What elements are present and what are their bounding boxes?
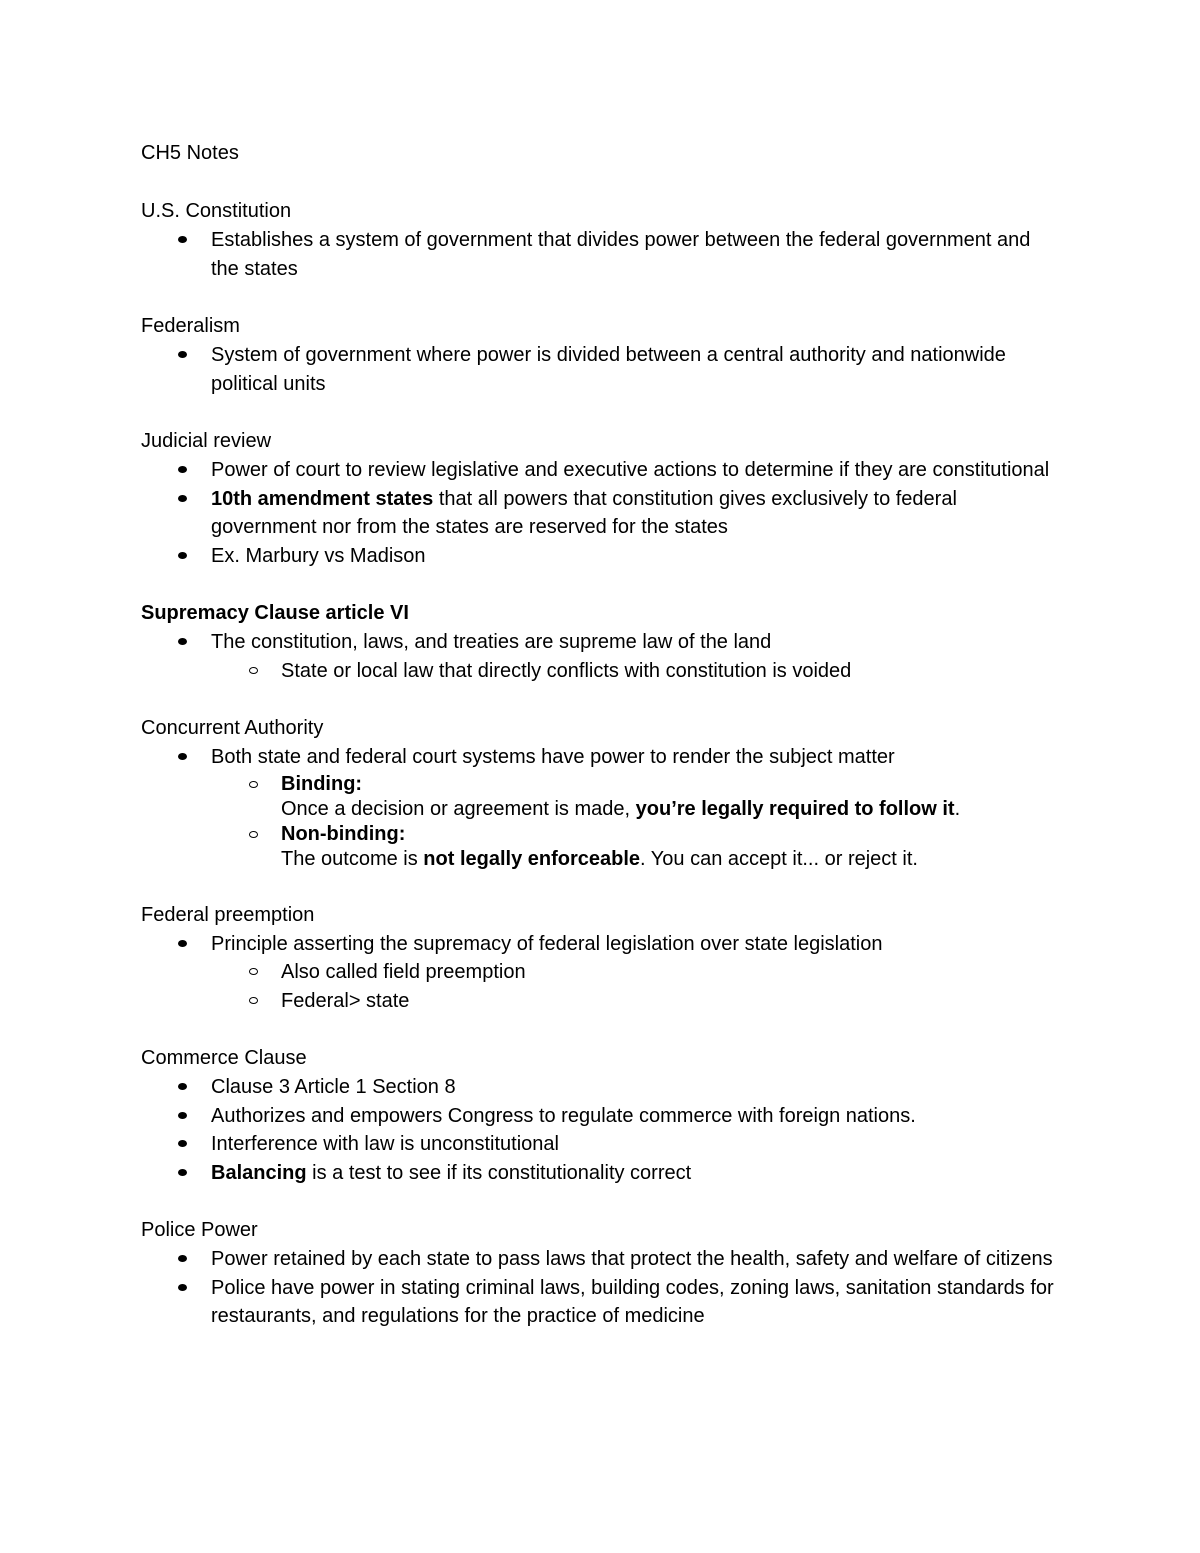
section-us-constitution — [141, 197, 1061, 283]
list-item — [141, 1073, 1061, 1102]
hollow-bullet-icon — [249, 997, 258, 1004]
bullet-icon — [178, 466, 187, 473]
sub-list-item-text: Federal> state — [281, 989, 410, 1012]
list-item — [141, 1130, 1061, 1159]
list-item-text: System of government where power is divided between a central authority and nationwide political units — [211, 344, 1006, 395]
section-supremacy-clause — [141, 599, 1061, 685]
definition-term: Non-binding: — [281, 822, 406, 845]
list-item-text: Both state and federal court systems have power to render the subject matter — [211, 746, 895, 768]
list-item-text: The constitution, laws, and treaties are supreme law of the land — [211, 631, 772, 653]
bullet-list — [141, 930, 1061, 1016]
list-item-text: Power retained by each state to pass laws that protect the health, safety and welfare of citizens — [211, 1248, 1053, 1270]
bullet-list — [141, 226, 1061, 283]
definition-emphasis: you’re legally required to follow it — [635, 797, 955, 820]
bullet-icon — [178, 753, 187, 760]
bullet-icon — [178, 940, 187, 947]
list-item — [141, 542, 1061, 571]
bullet-icon — [178, 236, 187, 243]
list-item-text: that all powers that constitution gives exclusively to federal government nor from the states are reserved for the states — [211, 487, 957, 538]
bullet-icon — [178, 552, 187, 559]
list-item — [141, 1102, 1061, 1131]
hollow-bullet-icon — [249, 781, 258, 788]
sub-list-item — [211, 657, 1061, 686]
list-item — [141, 1245, 1061, 1274]
definition-text: The outcome is — [281, 847, 424, 870]
sub-bullet-list — [211, 958, 1061, 1015]
list-item-bold-text: 10th amendment states — [211, 487, 434, 510]
sub-bullet-list — [211, 772, 1061, 872]
list-item — [141, 341, 1061, 398]
section-heading: Federal preemption — [141, 903, 315, 926]
section-concurrent-authority — [141, 714, 1061, 872]
hollow-bullet-icon — [249, 968, 258, 975]
hollow-bullet-icon — [249, 667, 258, 674]
bullet-icon — [178, 1255, 187, 1262]
section-heading: Police Power — [141, 1219, 258, 1241]
sub-bullet-list — [211, 657, 1061, 686]
definition-term: Binding: — [281, 772, 363, 795]
bullet-icon — [178, 1169, 187, 1176]
sub-list-item-text: Also called field preemption — [281, 961, 526, 983]
section-federal-preemption — [141, 901, 1061, 1016]
bullet-icon — [178, 1140, 187, 1147]
bullet-list — [141, 456, 1061, 570]
bullet-list — [141, 628, 1061, 685]
definition-item-non-binding — [211, 822, 1061, 872]
definition-text-end: . — [954, 797, 961, 820]
sub-list-item — [211, 958, 1061, 987]
list-item-text: Clause 3 Article 1 Section 8 — [211, 1076, 456, 1098]
list-item — [141, 485, 1061, 542]
document-page — [141, 139, 1061, 1360]
sub-list-item — [211, 987, 1061, 1016]
list-item — [141, 1159, 1061, 1188]
section-heading: U.S. Constitution — [141, 200, 292, 222]
sub-list-item-text: State or local law that directly conflicts with constitution is voided — [281, 659, 852, 682]
bullet-list — [141, 1073, 1061, 1187]
bullet-icon — [178, 1112, 187, 1119]
section-heading: Supremacy Clause article VI — [141, 602, 409, 624]
list-item — [141, 628, 1061, 685]
section-police-power — [141, 1216, 1061, 1331]
bullet-list — [141, 1245, 1061, 1331]
section-heading: Concurrent Authority — [141, 717, 324, 739]
list-item-bold-text: Balancing — [211, 1161, 307, 1184]
bullet-icon — [178, 495, 187, 502]
list-item-text: is a test to see if its constitutionality correct — [306, 1161, 692, 1184]
definition-item-binding — [211, 772, 1061, 822]
bullet-list — [141, 341, 1061, 398]
bullet-list — [141, 743, 1061, 872]
section-federalism — [141, 312, 1061, 398]
definition-text-end: . You can accept it... or reject it. — [640, 847, 918, 870]
list-item-text: Power of court to review legislative and executive actions to determine if they are constitutional — [211, 459, 1050, 481]
list-item — [141, 1274, 1061, 1331]
bullet-icon — [178, 1284, 187, 1291]
definition-text: Once a decision or agreement is made, — [281, 797, 636, 820]
section-judicial-review — [141, 427, 1061, 570]
list-item — [141, 226, 1061, 283]
definition-emphasis: not legally enforceable — [423, 847, 641, 870]
list-item — [141, 930, 1061, 1016]
list-item-text: Police have power in stating criminal laws, building codes, zoning laws, sanitation standards for restaurants, and regulations for the practice of medicine — [211, 1276, 1054, 1327]
section-heading: Commerce Clause — [141, 1047, 307, 1069]
list-item — [141, 456, 1061, 485]
bullet-icon — [178, 351, 187, 358]
list-item-text: Ex. Marbury vs Madison — [211, 544, 426, 567]
hollow-bullet-icon — [249, 831, 258, 838]
bullet-icon — [178, 1083, 187, 1090]
section-heading: Judicial review — [141, 430, 272, 452]
list-item-text: Interference with law is unconstitutional — [211, 1133, 559, 1155]
section-commerce-clause — [141, 1044, 1061, 1187]
section-heading: Federalism — [141, 315, 240, 337]
list-item-text: Authorizes and empowers Congress to regulate commerce with foreign nations. — [211, 1104, 916, 1127]
list-item-text: Principle asserting the supremacy of federal legislation over state legislation — [211, 932, 883, 955]
bullet-icon — [178, 638, 187, 645]
document-title: CH5 Notes — [141, 142, 239, 164]
list-item — [141, 743, 1061, 872]
list-item-text: Establishes a system of government that divides power between the federal government and the states — [211, 229, 1031, 280]
